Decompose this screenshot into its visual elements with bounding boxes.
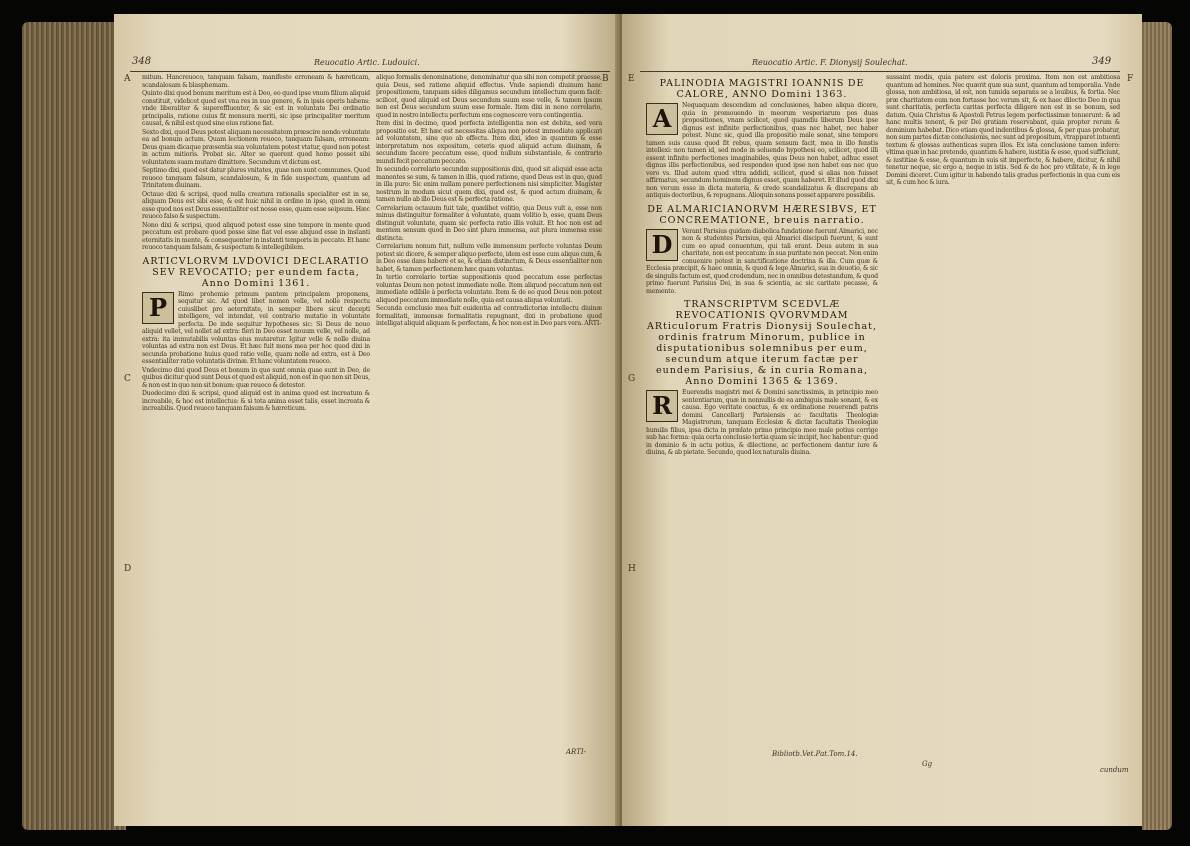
paragraph: Vndecimo dixi quod Deus et bonum in quo sunt omnia quae sunt in Deo, de quibus dicitur quod sunt Deus et quod est aliquid, non est in quo non sit Deus, & non est in quo non sit bonum: quæ reuoco & detestor.: [142, 366, 370, 389]
paragraph: In secundo correlario secundæ suppositionis dixi, quod sit aliquid esse acta manentes se sum, & tamen in illis, quod ratione, quod Deus est in quo, quod in illa puro: Sic enim nullam ponere perfectionem nisi simpliciter. Magister nostrum in modum sicut quem dixi, quod est, & quod actum diuinam, & tamen nullo ab illo Deus est & perfecta ratione.: [376, 166, 602, 203]
paragraph: Euerendis magistri mei & Domini sanctissimis, in principio meo sententiarum, quæ in nonnullis de ea ambiguis male sonant, & ex causa. Ego veritate coactus, & ex ordinatione reuerendi patris domini Cancellarij Parisiensis ac facultatis Theologiæ Magistrorum, tanquam Ecclesiæ & dictæ facultatis Theologiæ humilis filius, ipsa dicta in prælato primo principio meo male potius corrige sub hac forma: quia certa conclusio tertia quam sic incipit, hoc habentur: quod in dominio & in actu potius, & dilectione, ac perfectionem dantur iure & diuina, & ab pietate. Secundo, quod lex naturalis diuina.: [646, 389, 878, 456]
right-column-2: [886, 74, 1120, 744]
right-folio: 349: [1092, 56, 1112, 67]
margin-letter-g: G: [628, 374, 636, 384]
paragraph: Septimo dixi, quod est datur plures vnitates, quae non sunt communes. Quod reuoco tanquam falsum, scandalosum, & in fide suspectum, quantum ad Trinitatem diuinam.: [142, 167, 370, 189]
paragraph: In tertio correlario tertiæ suppositionis quod peccatum esse perfectas voluntas Deum non potest immediate nolle. Item aliquod peccatum non est immediate odibile à perfecta voluntate. Item & de eo quod Deus non potest aliquod peccatum immediate nolle, quia est causa aliqua voluntati.: [376, 274, 602, 304]
right-column-1: [646, 74, 878, 744]
right-catchword: cundum: [1100, 766, 1129, 774]
paragraph: Octauo dixi & scripsi, quod nulla creatura rationalis specialiter est in se, aliquam Deus est sibi esse, & est huic nihil in ordine in ipso, quod in omni esse quod nos est Deus essentialiter est nosse esse, quam esse seipsum. Hæc reuoco falso & suspectum.: [142, 190, 370, 220]
left-column-1: [142, 74, 370, 744]
left-column-2: [376, 74, 602, 744]
paragraph: Verant Parisius quidam diabolica fundatione fuerunt Almarici, nec non & studentes Parisius, qui Almarici discipuli fuerunt, & sunt cum eo apud conuentum, qui tali erant. Deus autem in sua charitate, non est peccatum: in sua puritate non peccat. Non enim conuenire potest in sanctificatione doctrina & illa. Cum quæ & Ecclesia præcipit, & haec omnia, & quod & lege Almarici, sua in deuotio, & sic de singulis factum est, quod credendum, nec in omnibus detestandum, & quod primo fuerunt Parisius Dei, in sua & scientia, ac sic caritate pecasse, & memento.: [646, 227, 878, 295]
paragraph: Sexto dixi, quod Deus potest aliquam necessitatem præscire nondo voluntate ea ad bonum actum. Quam lectionem reuoco, tanquam falsam, erroneam: Deus quam dicaque præsentia sua voluntatem potest vtatur, quod non potest in actum mitioris. Probat sic. Alter se querent quod homo posset sibi voluntatem suam mutare dimittere. Secundum vt dictum est.: [142, 128, 370, 166]
decorated-initial: P: [142, 292, 174, 324]
decorated-initial: A: [646, 103, 678, 135]
paragraph: Correlarium nonum fuit, nullum velle immensum perfecte voluntas Deum potest sic dicere, & semper aliquo perfecte, idem est esse cum aliquo cum, & in Deo esse dans habere et se, & etiam distinctum, & Deus essentialiter non habet, & tamen perfectionem hæc quam voluntas.: [376, 243, 602, 273]
page-edges-left: [22, 22, 126, 830]
left-running-head: Reuocatio Artic. Ludouici.: [314, 58, 420, 67]
open-book: [22, 8, 1172, 840]
margin-letter-e: E: [628, 74, 635, 84]
left-folio: 348: [132, 56, 152, 67]
paragraph: Duodecimo dixi & scripsi, quod aliquid est in anima quod est increatum & increabile, & hoc est intellectus: & si tota anima esset talis, esset increata & increabilis. Quod reuoco tanquam falsum & hæreticum.: [142, 390, 370, 412]
signature-mark: Gg: [922, 760, 933, 768]
left-catchword: ARTI-: [566, 748, 587, 756]
paragraph: Item dixi in decimo, quod perfecta intelligentia non est debita, sed vera propositio est. Et hæc est necessitas aliqua non potest immediate applicari ad voluntatem, sine quo ab effectu. Item dixi, ideo in quantum & esse interpretatum nos expositum, ceteris quod aliquid actum diuinam, & secundum facere peccatum esse, quod nullum substantiale, & contrario mundi fecit peccatum peccato.: [376, 120, 602, 165]
palinodia-heading: PALINODIA MAGISTRI IOANNIS DE CALORE, ANNO Domini 1363.: [659, 78, 865, 100]
articles-heading: ARTICVLORVM LVDOVICI DECLARATIO SEV REVOCATIO; per eundem facta, Anno Domini 1361.: [142, 255, 370, 289]
right-running-head: Reuocatio Artic. F. Dionysij Soulechat.: [752, 58, 908, 67]
right-footer-note: Bibliotb.Vet.Pat.Tom.14.: [772, 750, 858, 758]
margin-letter-h: H: [628, 564, 636, 574]
margin-letter-a: A: [124, 74, 131, 84]
paragraph: Quinto dixi quod bonum meritum est à Deo, eo quod ipse vnum filium aliquid constituit, videlicet quod est vna res in suo genere, & in ipsis operis habens: vnde liberaliter & supereffluenter, & sic est in voluntate Dei ordinatio principalis, ratione cuius fit mensura meriti, sic ipse principaliter meritum causat, & nihil est quod sine eius ratione fiat.: [142, 90, 370, 127]
left-header-rule: [130, 71, 610, 72]
decorated-initial: D: [646, 229, 678, 261]
transcriptum-heading: TRANSCRIPTVM SCEDVLÆ REVOCATIONIS QVORVMDAM ARticulorum Fratris Dionysij Soulechat, ordinis fratrum Minorum, publice in disputationibus solemnibus per eum, secundum atque iterum factæ per eundem Parisius, & in curia Romana, Anno Domini 1365 & 1369.: [646, 299, 878, 387]
almaricus-heading: DE ALMARICIANORVM HÆRESIBVS, ET CONCREMATIONE, breuis narratio.: [647, 203, 877, 226]
right-page: [622, 14, 1142, 826]
paragraph: Rimo prohemio primum pantem principalem proponens, sequitur sic. Ad quod libet nomen velle, vel nolle respectu cuiuslibet pro aeternitate, in semper libere sicut decepti intelligere, vel intendat, vel contrario mutatio in voluntate perfecta. De inde sequitur hypotheses sic: Si Deus de nouo aliquid vellet, vel nollet ad extra: fieri in Deo esset nouum velle, vel nolle, ad extra: ita immutabilis voluntas eius mutaretur. Igitur velle & nolle diuina voluntas ad extra non est Deus. Et hæc fuit mens mea per hoc quod dixi in secunda probatione huius quod ratio velle, quam nolle ad extra, est à Deo essentialiter ratio voluntatis divinæ. Et hanc voluntatem reuoco.: [142, 290, 370, 365]
paragraph: Nequaquam descendam ad conclusiones, habeo aliqua dicere, quia in promouendo in meorum vesperiarum pos duas propositiones, vnam scilicet, quod quamdiu liberum Deus ipse dignus est infinite perfectionibus, quas nec habet, nec haber potest. Nunc sic, quod illa propositio male sonat, sine tempore tamen suis causa quod fit rebus, quam sensum facit, mea in illo fenstis intellexi: non tamen id, sed modo in soluendo hypothesi eo, scilicet, quod illi essent infinite perfectiones imaginabiles, quas Deus non habet, adhuc esset dignus illis perfectionibus, sed respondeo quod ipse non habet eas nec quo vero vs. Illud autem quod vltra addidi, scilicet, quod si alias non fuisset affirmatus, secundum hominem dignus esset, quam haberet. Et illud quod dixi non verum esse in dicta materia, & credo scandalizatus & discrepans ab antiquis doctoribus, & repugnans. Alioquin sonans posset apparere possibilis.: [646, 102, 878, 199]
paragraph: mitum. Hancreuoco, tanquam falsam, manifeste erroneam & hæreticam, scandalosam & blasphemam.: [142, 74, 370, 89]
paragraph: sussaint modis, quia patere est doloris proxima. Item non est ambitiosa quantum ad homines. Nec quærit quæ sua sunt, quantum ad temporalia. Vnde glossa, non ambitiosa, id est, non tumida separans se a leuibus, & fortia. Nec præ charitatem eum non fortasse hoc verum sit, & ex haec dilectio Deo in qua sunt charitatis, perfecta caritas perfecta diligere non est in se bonum, sed datum. Quia Christus & Apostoli Petrus legem perfectissimæ tenuerunt: & ad hanc multis tenent, & per Dei gratiam reservabant, quia propter rerum & dominium habebat. Dico etiam quod indentibus & glossa, & per quas probatur, non sum partes dictæ conclusionis, nec sunt ad propositum, vtrapparet intuenti textum & glossas authenticas supra illos. Ex ista conclusione tamen infero: vltima quæ in hac pretendo, quantum & habere, iustitia & esse, quod sufficiunt, & iustitiae & esse, & quantum in suis sit imperfecte, & habere, dicitur, & nihil tenetur neque, sic ergo a, neque in istis. Sed & de hoc pro vtilitate, & in lege Domini diceret. Cum igitur in habendo talis gradus perfectionis in qua cum eis sit, & cum hoc & iura.: [886, 74, 1120, 186]
paragraph: Correlarium octauum fuit tale, quælibet volitio, qua Deus vult a, esse non minus distinguitur formaliter à voluntate, quam volitio b, esse, quam Deus distinguit voluntate, quam sic perfecta ratio illis voluit. Et hoc non est ad mentem sensum quod in Deo sint plura immensa, aut plura immensa esse distincta.: [376, 204, 602, 242]
left-page: [114, 14, 622, 826]
page-edges-right: [1142, 22, 1172, 830]
margin-letter-f: F: [1127, 74, 1134, 84]
margin-letter-d: D: [124, 564, 132, 574]
paragraph: Nono dixi & scripsi, quod aliquod potest esse sine tempore in mente quod peccatum est probare quod posse sine fiat vel esse aliquod esse in instanti eternitatis in mente, & consequenter in instanti temporis in peccato. Et hanc reuoco tanquam falsam, & suspectum & intellegibilem.: [142, 221, 370, 251]
right-header-rule: [640, 71, 1120, 72]
decorated-initial: R: [646, 390, 678, 422]
margin-letter-c: C: [124, 374, 131, 384]
margin-letter-b: B: [602, 74, 609, 84]
paragraph: aliquo formalis denominatione, denominatur qua sibi non competit praesse, quia Deus, sed ratione aliquid effectus. Vnde sapiendi diuinum hanc propositionem, tanquam sides diligamus secundum intellectum quem facit: scilicet, quod aliquid est Deus secundum suum esse velle, & tamen ipsum non est Deus secundum suum esse formale. Item dixi in nono correlario, quod in nostro intellectu perfectum ens cognoscere vera contingentia.: [376, 74, 602, 119]
paragraph: Secunda conclusio mea fuit euidentia ad contradictoriæ intellectu diuinæ formalitati, immensæ formalitatis repugnant, dixi in probatione quod intelligat aliquid aliquam & perfectam, & hoc non est in Deo pars vera. ARTI-: [376, 305, 602, 327]
